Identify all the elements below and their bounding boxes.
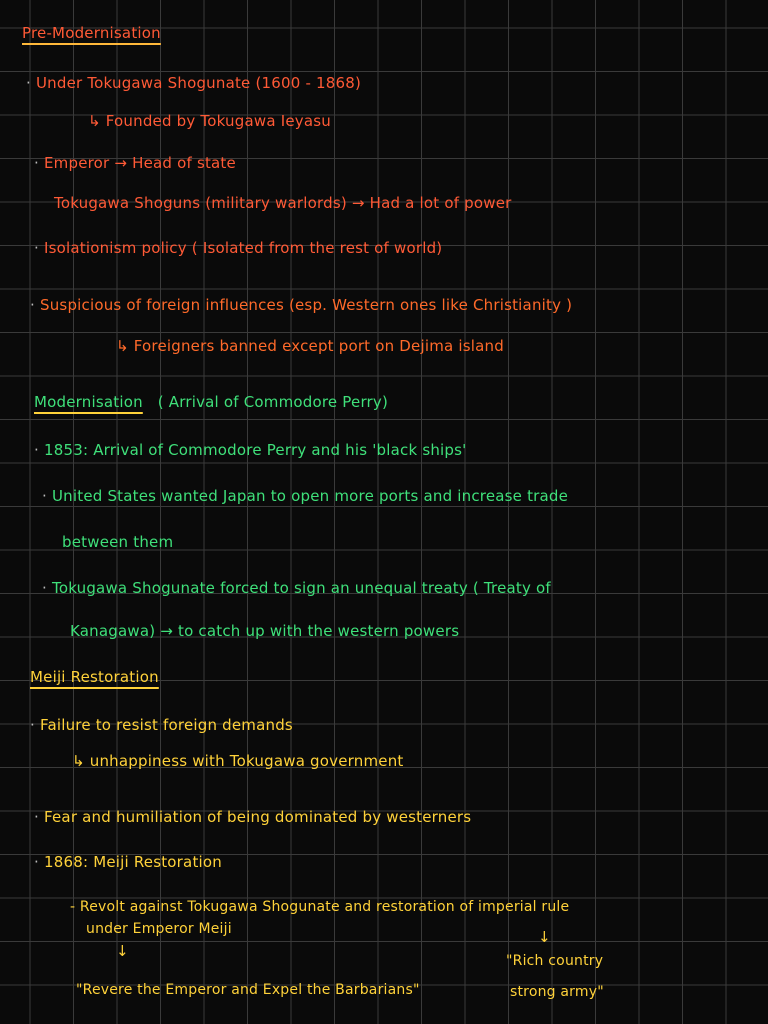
note-text: Emperor → Head of state: [44, 154, 236, 172]
bullet: ·: [30, 716, 35, 734]
note-line: [30, 716, 293, 734]
down-arrow-icon: ↓: [538, 928, 551, 946]
note-line: [42, 579, 551, 597]
note-line: Kanagawa) → to catch up with the western powers: [70, 622, 460, 640]
note-line: between them: [62, 533, 174, 551]
section-heading-meiji-restoration: Meiji Restoration: [30, 668, 159, 686]
note-line: [34, 154, 236, 172]
note-line: ↳ unhappiness with Tokugawa government: [72, 752, 404, 770]
note-line: ↳ Founded by Tokugawa Ieyasu: [88, 112, 331, 130]
bullet: ·: [34, 441, 39, 459]
bullet: ·: [42, 579, 47, 597]
slogan-line: "Rich country: [506, 953, 604, 969]
note-line: under Emperor Meiji: [86, 921, 232, 937]
note-line: [34, 808, 471, 826]
bullet: ·: [42, 487, 47, 505]
note-text: Under Tokugawa Shogunate (1600 - 1868): [36, 74, 362, 92]
note-text: Fear and humiliation of being dominated by westerners: [44, 808, 472, 826]
note-line: [30, 296, 572, 314]
section-heading-modernisation-row: [34, 393, 388, 411]
section-heading-modernisation: Modernisation: [34, 393, 143, 411]
note-text: Isolationism policy ( Isolated from the rest of world): [44, 239, 443, 257]
note-line: [34, 239, 442, 257]
note-line: - Revolt against Tokugawa Shogunate and restoration of imperial rule: [70, 899, 570, 915]
bullet: ·: [26, 74, 31, 92]
note-line: [34, 853, 222, 871]
bullet: ·: [34, 808, 39, 826]
note-text: United States wanted Japan to open more ports and increase trade: [52, 487, 569, 505]
note-line: ↳ Foreigners banned except port on Dejima island: [116, 337, 504, 355]
down-arrow-icon: ↓: [116, 942, 129, 960]
note-text: 1853: Arrival of Commodore Perry and his 'black ships': [44, 441, 467, 459]
bullet: ·: [34, 853, 39, 871]
section-heading-subtitle: ( Arrival of Commodore Perry): [157, 393, 389, 411]
note-line: Tokugawa Shoguns (military warlords) → Had a lot of power: [54, 194, 512, 212]
slogan-line: strong army": [510, 984, 604, 1000]
note-line: [34, 441, 466, 459]
note-text: Tokugawa Shogunate forced to sign an unequal treaty ( Treaty of: [52, 579, 551, 597]
slogan-line: "Revere the Emperor and Expel the Barbarians": [76, 982, 420, 998]
note-text: Suspicious of foreign influences (esp. Western ones like Christianity ): [40, 296, 573, 314]
note-text: 1868: Meiji Restoration: [44, 853, 222, 871]
note-line: [26, 74, 361, 92]
note-text: Failure to resist foreign demands: [40, 716, 293, 734]
bullet: ·: [34, 154, 39, 172]
bullet: ·: [30, 296, 35, 314]
section-heading-pre-modernisation: Pre-Modernisation: [22, 24, 161, 42]
note-line: [42, 487, 568, 505]
bullet: ·: [34, 239, 39, 257]
